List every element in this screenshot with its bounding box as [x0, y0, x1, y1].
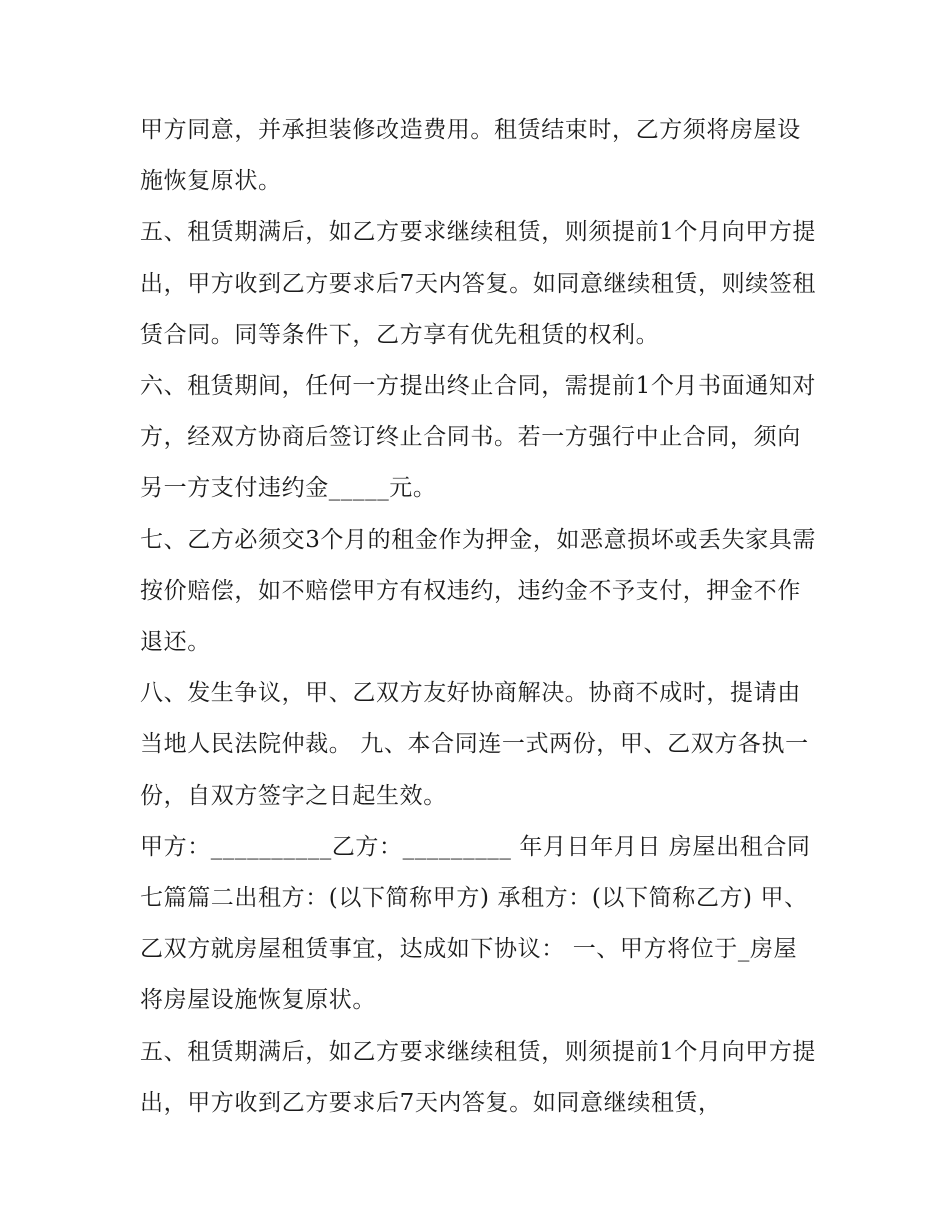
- paragraph-signatures-and-contract-2: 甲方：__________乙方：_________ 年月日年月日 房屋出租合同七篇篇二出租方：(以下简称甲方) 承租方：(以下简称乙方) 甲、乙双方就房屋租赁事宜，达成如下协议： 一、甲方将位于_房屋将房屋设施恢复原状。: [140, 833, 811, 1014]
- document-body: [140, 105, 820, 1129]
- paragraph-clause-8-9: 八、发生争议，甲、乙双方友好协商解决。协商不成时，提请由当地人民法院仲裁。 九、本合同连一式两份，甲、乙双方各执一份，自双方签字之日起生效。: [140, 680, 809, 809]
- paragraph-clause-6: 六、租赁期间，任何一方提出终止合同，需提前1个月书面通知对方，经双方协商后签订终止合同书。若一方强行中止合同，须向另一方支付违约金_____元。: [140, 373, 817, 502]
- paragraph-lease-end: 甲方同意，并承担装修改造费用。租赁结束时，乙方须将房屋设施恢复原状。: [140, 117, 801, 195]
- paragraph-clause-7: 七、乙方必须交3个月的租金作为押金，如恶意损坏或丢失家具需按价赔偿，如不赔偿甲方有权违约，违约金不予支付，押金不作退还。: [140, 526, 817, 656]
- paragraph-clause-5-repeat: 五、租赁期满后，如乙方要求继续租赁，则须提前1个月向甲方提出，甲方收到乙方要求后7天内答复。如同意继续租赁，: [140, 1038, 817, 1116]
- paragraph-clause-5: 五、租赁期满后，如乙方要求继续租赁，则须提前1个月向甲方提出，甲方收到乙方要求后7天内答复。如同意继续租赁，则续签租赁合同。同等条件下，乙方享有优先租赁的权利。: [140, 219, 817, 348]
